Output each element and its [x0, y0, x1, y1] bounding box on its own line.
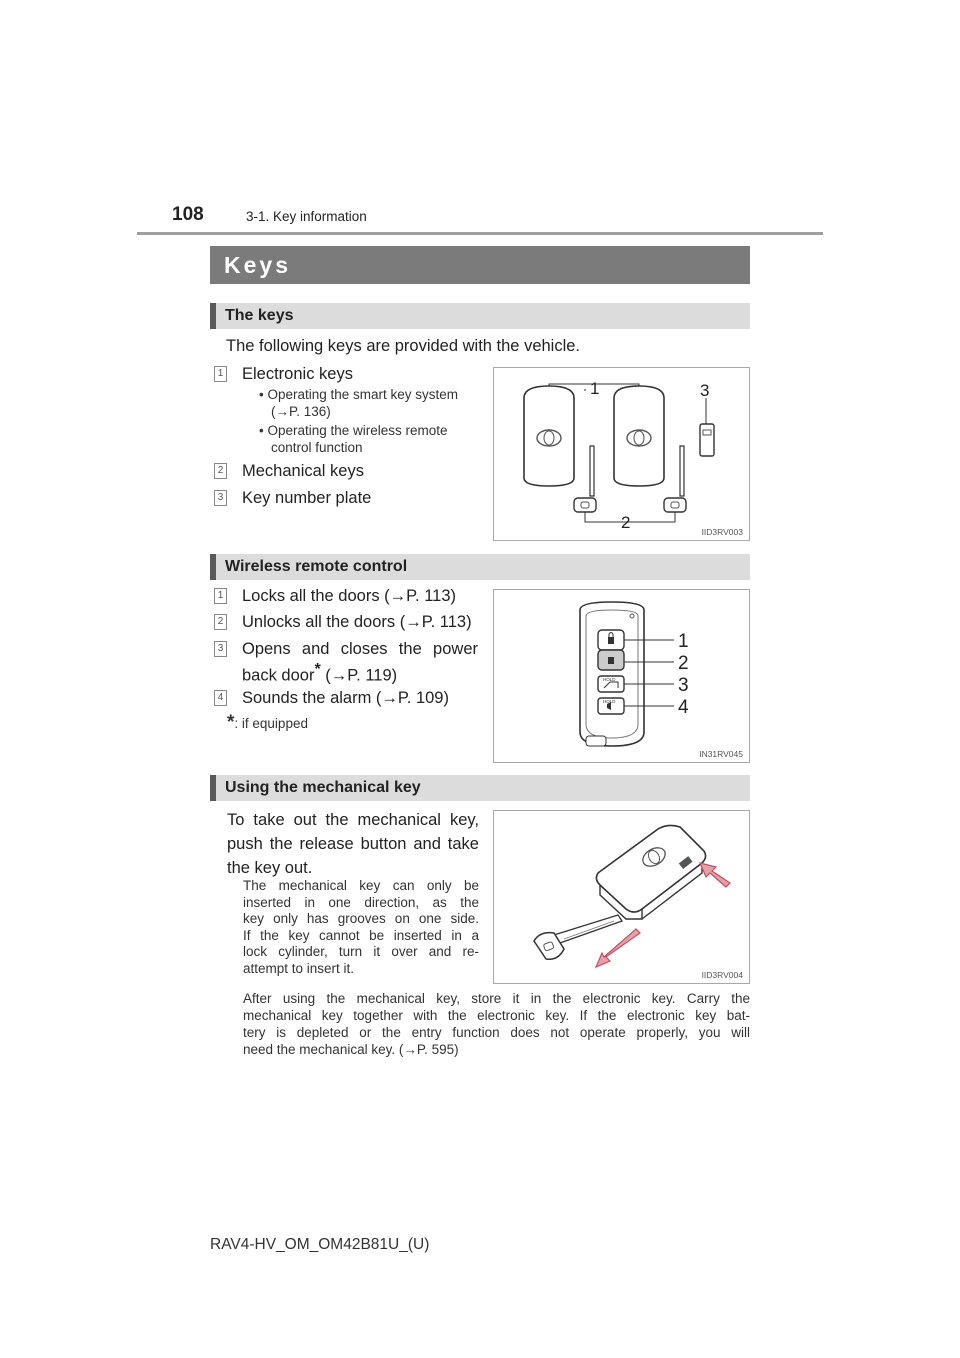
item-label: Unlocks all the doors (→P. 113): [242, 613, 472, 631]
callout-2: 2: [621, 513, 631, 532]
item-label: Locks all the doors (→P. 113): [242, 587, 457, 605]
bullet-text: (→P. 136): [271, 404, 331, 419]
footnote-marker: *: [314, 661, 321, 678]
callout-3: 3: [678, 675, 689, 696]
text-line: the key out.: [227, 859, 313, 877]
mech-lead: [227, 808, 479, 880]
item-number: 2: [214, 614, 227, 630]
remote-heading: Wireless remote control: [225, 558, 408, 575]
text-line: tery is depleted or the entry function does not operate properly, you will: [243, 1025, 750, 1040]
item-number: 2: [214, 463, 227, 479]
item-label: Mechanical keys: [242, 462, 364, 480]
footnote-text: : if equipped: [234, 716, 308, 731]
page-title: Keys: [224, 252, 291, 278]
text-line: To take out the mechanical key,: [227, 811, 479, 829]
item-label: Key number plate: [242, 489, 372, 507]
mech-heading: Using the mechanical key: [225, 779, 421, 796]
item-label: Sounds the alarm (→P. 109): [242, 689, 449, 707]
mech-note: [243, 878, 479, 977]
text-line: lock cylinder, turn it over and re-: [243, 944, 479, 959]
page-number: 108: [172, 204, 204, 225]
mech-key-figure: [493, 810, 750, 984]
bullet-text: control function: [271, 440, 363, 455]
mech-heading-bar: [210, 775, 750, 801]
keys-illustration: [494, 368, 749, 540]
item-number: 3: [214, 490, 227, 506]
keys-heading: The keys: [225, 307, 294, 324]
figure-code: IN31RV045: [699, 749, 743, 759]
text-line: key only has grooves on one side.: [243, 911, 479, 926]
callout-1: 1: [678, 631, 689, 652]
item-number: 1: [214, 366, 227, 382]
footnote-star: *: [227, 712, 235, 733]
footnote: [227, 712, 308, 734]
figure-code: IID3RV004: [701, 970, 743, 980]
item-label-part: back door: [242, 666, 315, 685]
callout-4: 4: [678, 697, 689, 718]
hold-label: HOLD: [603, 699, 616, 704]
remote-figure: [493, 589, 750, 763]
callout-3: 3: [700, 381, 710, 400]
remote-heading-bar: [210, 554, 750, 580]
text-line: After using the mechanical key, store it in the electronic key. Carry the: [243, 991, 750, 1006]
mech-after-text: [243, 990, 750, 1058]
callout-2: 2: [678, 653, 689, 674]
mech-key-illustration: [494, 811, 749, 983]
text-line: need the mechanical key. (→P. 595): [243, 1042, 459, 1057]
bullet-text: • Operating the wireless remote: [259, 423, 448, 438]
section-reference: 3-1. Key information: [246, 209, 367, 224]
text-line: push the release button and take: [227, 835, 479, 853]
text-line: The mechanical key can only be: [243, 878, 479, 893]
hold-label: HOLD: [603, 677, 616, 682]
figure-code: IID3RV003: [701, 527, 743, 537]
document-code-footer: RAV4-HV_OM_OM42B81U_(U): [210, 1236, 430, 1253]
item-label-part: (→P. 119): [320, 666, 398, 685]
keys-figure: [493, 367, 750, 541]
remote-illustration: [494, 590, 749, 762]
item-label: Opens and closes the power: [242, 640, 478, 658]
page-title-bar: [210, 246, 750, 284]
callout-1: 1: [590, 379, 600, 398]
header-rule: [137, 232, 823, 235]
item-label: Electronic keys: [242, 365, 353, 383]
text-line: If the key cannot be inserted in a: [243, 927, 479, 943]
text-line: mechanical key together with the electronic key. If the electronic key bat-: [243, 1008, 750, 1023]
item-label-line2: [242, 661, 397, 686]
item-number: 1: [214, 588, 227, 604]
text-line: inserted in one direction, as the: [243, 894, 479, 910]
item-number: 4: [214, 690, 227, 706]
bullet-text: • Operating the smart key system: [259, 387, 459, 402]
item-number: 3: [214, 641, 227, 657]
text-line: attempt to insert it.: [243, 960, 355, 976]
keys-intro: The following keys are provided with the vehicle.: [226, 337, 581, 355]
keys-heading-bar: [210, 303, 750, 329]
